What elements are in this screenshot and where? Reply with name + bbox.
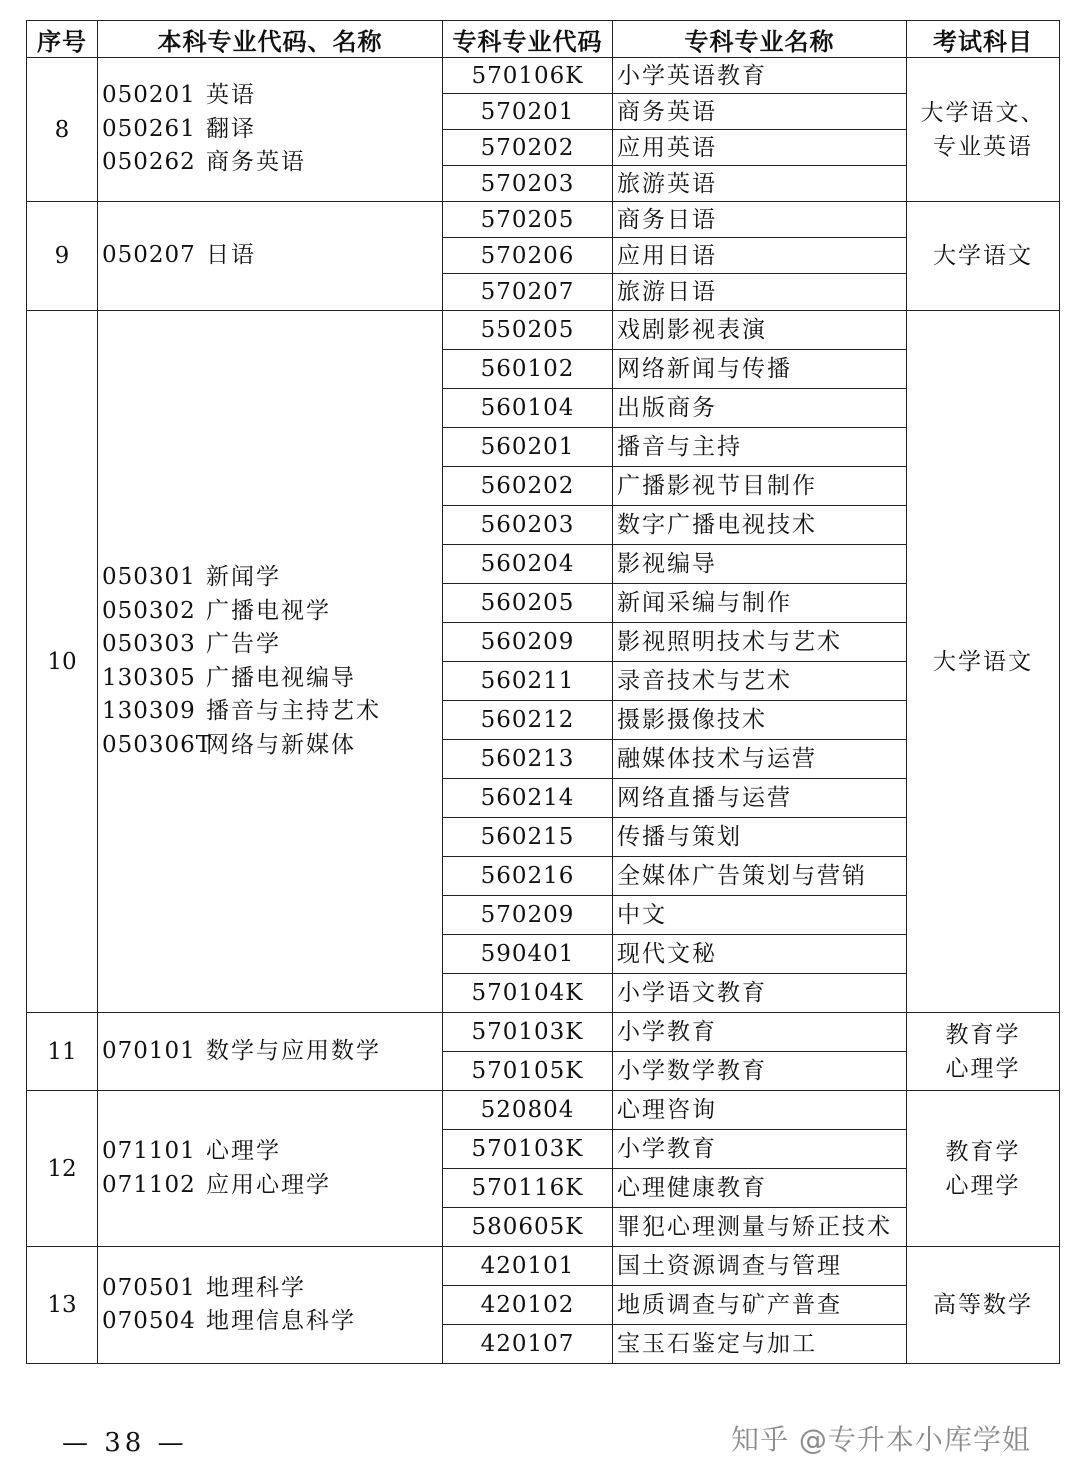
undergrad-code: 050201	[102, 82, 196, 109]
subject-cell	[907, 202, 1060, 311]
major-name-cell: 商务日语	[613, 202, 907, 238]
major-code-cell: 560204	[443, 545, 613, 584]
undergrad-major	[102, 695, 442, 729]
major-code-cell: 570116K	[443, 1169, 613, 1208]
major-name-cell: 小学语文教育	[613, 974, 907, 1013]
undergrad-major	[102, 595, 442, 629]
major-name-cell: 国土资源调查与管理	[613, 1247, 907, 1286]
subject-cell	[907, 1013, 1060, 1091]
seq-cell: 12	[27, 1091, 98, 1247]
undergrad-code: 050303	[102, 631, 196, 657]
undergrad-major	[102, 1305, 442, 1339]
undergrad-name: 心理学	[206, 1138, 281, 1164]
major-code-cell: 560104	[443, 389, 613, 428]
major-name-cell: 出版商务	[613, 389, 907, 428]
major-name-cell: 地质调查与矿产普查	[613, 1286, 907, 1325]
undergrad-code: 071102	[102, 1171, 196, 1198]
undergrad-cell	[98, 58, 443, 202]
undergrad-major	[102, 1272, 442, 1306]
major-code-cell: 570209	[443, 896, 613, 935]
major-name-cell: 小学英语教育	[613, 58, 907, 94]
major-code-cell: 570106K	[443, 58, 613, 94]
major-name-cell: 全媒体广告策划与营销	[613, 857, 907, 896]
undergrad-code: 050207	[102, 242, 196, 269]
undergrad-name: 商务英语	[206, 149, 306, 176]
subject-cell	[907, 1247, 1060, 1364]
undergrad-name: 地理科学	[206, 1274, 306, 1301]
major-name-cell: 心理咨询	[613, 1091, 907, 1130]
undergrad-name: 地理信息科学	[206, 1308, 356, 1334]
major-name-cell: 影视照明技术与艺术	[613, 623, 907, 662]
header-subject: 考试科目	[907, 21, 1060, 58]
exam-subject: 大学语文	[933, 243, 1033, 269]
undergrad-name: 日语	[206, 242, 256, 269]
seq-cell: 11	[27, 1013, 98, 1091]
undergrad-code: 050262	[102, 149, 196, 176]
seq-cell: 13	[27, 1247, 98, 1364]
major-code-cell: 560216	[443, 857, 613, 896]
major-name-cell: 现代文秘	[613, 935, 907, 974]
major-code-cell: 570104K	[443, 974, 613, 1013]
undergrad-code: 050301	[102, 564, 196, 590]
major-code-cell: 580605K	[443, 1208, 613, 1247]
major-name-cell: 摄影摄像技术	[613, 701, 907, 740]
header-row	[27, 21, 1060, 58]
undergrad-major	[102, 561, 442, 595]
exam-subject: 心理学	[945, 1055, 1021, 1082]
major-code-cell: 560202	[443, 467, 613, 506]
major-code-cell: 570103K	[443, 1130, 613, 1169]
major-name-cell: 小学数学教育	[613, 1052, 907, 1091]
undergrad-code: 050306T	[102, 731, 213, 758]
undergrad-major	[102, 79, 442, 113]
major-code-cell: 550205	[443, 311, 613, 350]
table-row	[27, 202, 1060, 238]
undergrad-cell	[98, 1247, 443, 1364]
table-row	[27, 1247, 1060, 1286]
undergrad-name: 广播电视学	[206, 597, 331, 624]
major-code-cell: 570207	[443, 274, 613, 311]
undergrad-major	[102, 1169, 442, 1203]
page-number: — 38 —	[62, 1428, 188, 1458]
major-name-cell: 播音与主持	[613, 428, 907, 467]
major-name-cell: 应用日语	[613, 238, 907, 274]
major-code-cell: 560205	[443, 584, 613, 623]
major-code-cell: 560209	[443, 623, 613, 662]
header-undergrad: 本科专业代码、名称	[98, 21, 443, 58]
table-row	[27, 1091, 1060, 1130]
undergrad-cell	[98, 311, 443, 1013]
major-name-cell: 旅游日语	[613, 274, 907, 311]
major-name-cell: 戏剧影视表演	[613, 311, 907, 350]
major-code-cell: 570103K	[443, 1013, 613, 1052]
undergrad-code: 070501	[102, 1274, 196, 1301]
exam-subject: 大学语文、	[920, 99, 1046, 126]
table-row	[27, 1013, 1060, 1052]
major-name-cell: 数字广播电视技术	[613, 506, 907, 545]
major-code-cell: 420102	[443, 1286, 613, 1325]
undergrad-major	[102, 1035, 442, 1069]
undergrad-name: 翻译	[206, 115, 256, 142]
major-code-cell: 560212	[443, 701, 613, 740]
major-code-cell: 520804	[443, 1091, 613, 1130]
subject-cell	[907, 1091, 1060, 1247]
undergrad-name: 网络与新媒体	[206, 731, 356, 758]
undergrad-name: 数学与应用数学	[206, 1037, 381, 1064]
major-name-cell: 融媒体技术与运营	[613, 740, 907, 779]
seq-cell: 8	[27, 58, 98, 202]
subject-cell	[907, 311, 1060, 1013]
undergrad-code: 071101	[102, 1138, 196, 1164]
major-code-cell: 560203	[443, 506, 613, 545]
major-code-cell: 560214	[443, 779, 613, 818]
major-name-cell: 中文	[613, 896, 907, 935]
seq-cell: 10	[27, 311, 98, 1013]
major-name-cell: 网络直播与运营	[613, 779, 907, 818]
undergrad-major	[102, 239, 442, 273]
undergrad-major	[102, 729, 442, 763]
header-code: 专科专业代码	[443, 21, 613, 58]
undergrad-cell	[98, 1091, 443, 1247]
major-name-cell: 传播与策划	[613, 818, 907, 857]
header-name: 专科专业名称	[613, 21, 907, 58]
undergrad-code: 130305	[102, 664, 196, 691]
major-code-cell: 560102	[443, 350, 613, 389]
exam-subject: 大学语文	[933, 648, 1033, 675]
undergrad-major	[102, 113, 442, 147]
undergrad-code: 070504	[102, 1308, 196, 1334]
major-name-cell: 应用英语	[613, 130, 907, 166]
table-header	[27, 21, 1060, 58]
watermark: 知乎 @专升本小库学姐	[731, 1423, 1031, 1456]
major-code-cell: 570201	[443, 94, 613, 130]
major-name-cell: 旅游英语	[613, 166, 907, 202]
undergrad-cell	[98, 1013, 443, 1091]
undergrad-name: 新闻学	[206, 564, 281, 590]
major-code-cell: 570205	[443, 202, 613, 238]
major-name-cell: 录音技术与艺术	[613, 662, 907, 701]
major-name-cell: 罪犯心理测量与矫正技术	[613, 1208, 907, 1247]
major-code-cell: 420101	[443, 1247, 613, 1286]
major-name-cell: 网络新闻与传播	[613, 350, 907, 389]
major-name-cell: 宝玉石鉴定与加工	[613, 1325, 907, 1364]
major-code-cell: 570202	[443, 130, 613, 166]
undergrad-cell	[98, 202, 443, 311]
major-code-cell: 560215	[443, 818, 613, 857]
undergrad-code: 130309	[102, 698, 196, 724]
exam-subject: 心理学	[945, 1172, 1021, 1199]
major-code-cell: 570203	[443, 166, 613, 202]
table-body	[27, 58, 1060, 1364]
exam-subject: 教育学	[945, 1138, 1021, 1165]
subject-cell	[907, 58, 1060, 202]
major-code-cell: 570105K	[443, 1052, 613, 1091]
undergrad-major	[102, 1135, 442, 1169]
header-seq: 序号	[27, 21, 98, 58]
exam-subject: 专业英语	[933, 133, 1033, 160]
undergrad-name: 广播电视编导	[206, 664, 356, 691]
exam-subject: 高等数学	[933, 1292, 1033, 1318]
undergrad-major	[102, 146, 442, 180]
major-name-cell: 商务英语	[613, 94, 907, 130]
undergrad-name: 播音与主持艺术	[206, 698, 381, 724]
undergrad-name: 应用心理学	[206, 1171, 331, 1198]
major-name-cell: 新闻采编与制作	[613, 584, 907, 623]
exam-subject: 教育学	[945, 1021, 1021, 1048]
major-name-cell: 小学教育	[613, 1013, 907, 1052]
major-code-cell: 560211	[443, 662, 613, 701]
major-code-cell: 590401	[443, 935, 613, 974]
undergrad-major	[102, 662, 442, 696]
major-code-cell: 560213	[443, 740, 613, 779]
major-name-cell: 影视编导	[613, 545, 907, 584]
undergrad-name: 广告学	[206, 631, 281, 657]
seq-cell: 9	[27, 202, 98, 311]
table-row	[27, 58, 1060, 94]
undergrad-code: 050261	[102, 115, 196, 142]
undergrad-name: 英语	[206, 82, 256, 109]
major-name-cell: 心理健康教育	[613, 1169, 907, 1208]
major-code-cell: 420107	[443, 1325, 613, 1364]
undergrad-major	[102, 628, 442, 662]
major-code-cell: 560201	[443, 428, 613, 467]
major-name-cell: 小学教育	[613, 1130, 907, 1169]
major-code-cell: 570206	[443, 238, 613, 274]
undergrad-code: 050302	[102, 597, 196, 624]
major-name-cell: 广播影视节目制作	[613, 467, 907, 506]
undergrad-code: 070101	[102, 1037, 196, 1064]
major-table	[26, 20, 1060, 1364]
table-row	[27, 311, 1060, 350]
